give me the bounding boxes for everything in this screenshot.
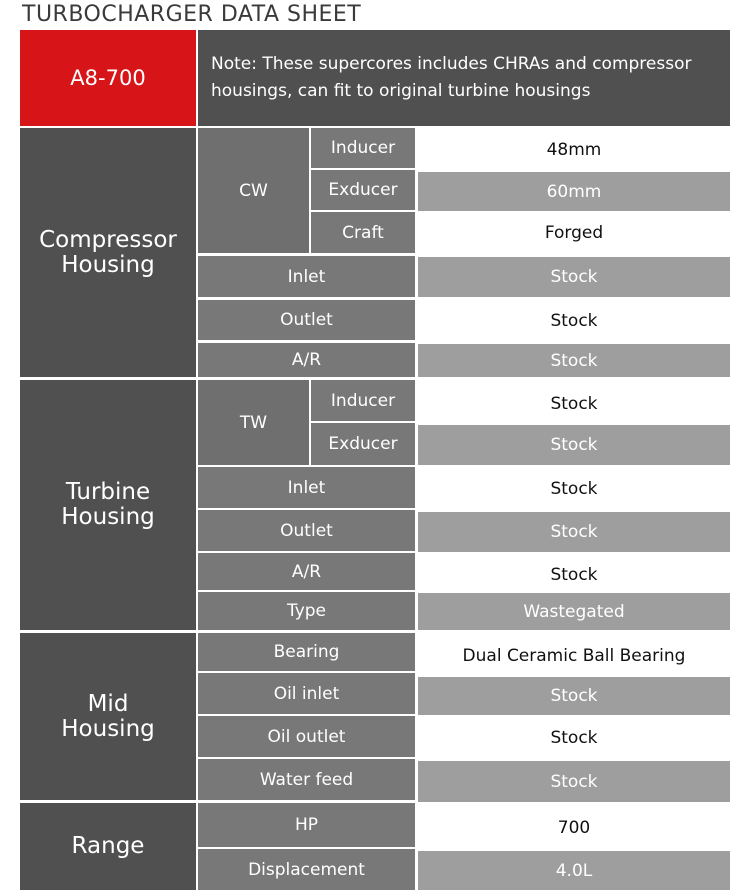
compressor-inlet-label: Inlet — [198, 256, 415, 297]
turbine-housing-line2: Housing — [61, 504, 155, 530]
range-label: Range — [20, 803, 196, 890]
turbine-outlet-value: Stock — [418, 512, 730, 552]
mid-water-feed-label: Water feed — [198, 759, 415, 800]
compressor-ar-value: Stock — [418, 344, 730, 377]
mid-housing-label — [20, 633, 196, 800]
tw-label: TW — [198, 380, 309, 465]
compressor-housing-label — [20, 128, 196, 377]
model-badge: A8-700 — [20, 30, 196, 126]
compressor-inlet-value: Stock — [418, 257, 730, 297]
turbine-exducer-label: Exducer — [311, 423, 415, 465]
note-text: Note: These supercores includes CHRAs and compressor housings, can fit to original turbine housings — [198, 30, 730, 126]
compressor-ar-label: A/R — [198, 343, 415, 377]
compressor-exducer-label: Exducer — [311, 170, 415, 210]
turbine-inducer-value: Stock — [418, 384, 730, 424]
compressor-housing-line2: Housing — [61, 251, 155, 278]
mid-oil-inlet-label: Oil inlet — [198, 673, 415, 714]
turbine-ar-label: A/R — [198, 553, 415, 590]
mid-water-feed-value: Stock — [418, 761, 730, 802]
turbine-type-value: Wastegated — [418, 593, 730, 630]
compressor-craft-label: Craft — [311, 212, 415, 253]
turbine-outlet-label: Outlet — [198, 510, 415, 551]
turbine-type-label: Type — [198, 592, 415, 630]
mid-oil-outlet-label: Oil outlet — [198, 716, 415, 757]
mid-oil-inlet-value: Stock — [418, 677, 730, 715]
turbine-housing-line1: Turbine — [65, 479, 151, 505]
mid-oil-outlet-value: Stock — [418, 717, 730, 758]
compressor-craft-value: Forged — [418, 213, 730, 253]
page-title: TURBOCHARGER DATA SHEET — [22, 2, 362, 27]
turbine-housing-label — [20, 380, 196, 630]
turbine-inlet-value: Stock — [418, 468, 730, 510]
compressor-exducer-value: 60mm — [418, 172, 730, 211]
turbine-inducer-label: Inducer — [311, 380, 415, 421]
mid-bearing-label: Bearing — [198, 633, 415, 671]
compressor-outlet-value: Stock — [418, 300, 730, 341]
turbine-ar-value: Stock — [418, 556, 730, 593]
compressor-housing-line1: Compressor — [39, 226, 177, 253]
mid-housing-line1: Mid — [87, 690, 129, 717]
mid-bearing-value: Dual Ceramic Ball Bearing — [418, 637, 730, 675]
range-displacement-value: 4.0L — [418, 851, 730, 890]
turbine-exducer-value: Stock — [418, 425, 730, 465]
compressor-inducer-value: 48mm — [418, 130, 730, 170]
range-displacement-label: Displacement — [198, 849, 415, 890]
range-hp-label: HP — [198, 803, 415, 847]
cw-label: CW — [198, 128, 309, 253]
turbine-inlet-label: Inlet — [198, 467, 415, 508]
mid-housing-line2: Housing — [61, 715, 155, 742]
compressor-outlet-label: Outlet — [198, 300, 415, 340]
compressor-inducer-label: Inducer — [311, 128, 415, 168]
range-hp-value: 700 — [418, 806, 730, 849]
